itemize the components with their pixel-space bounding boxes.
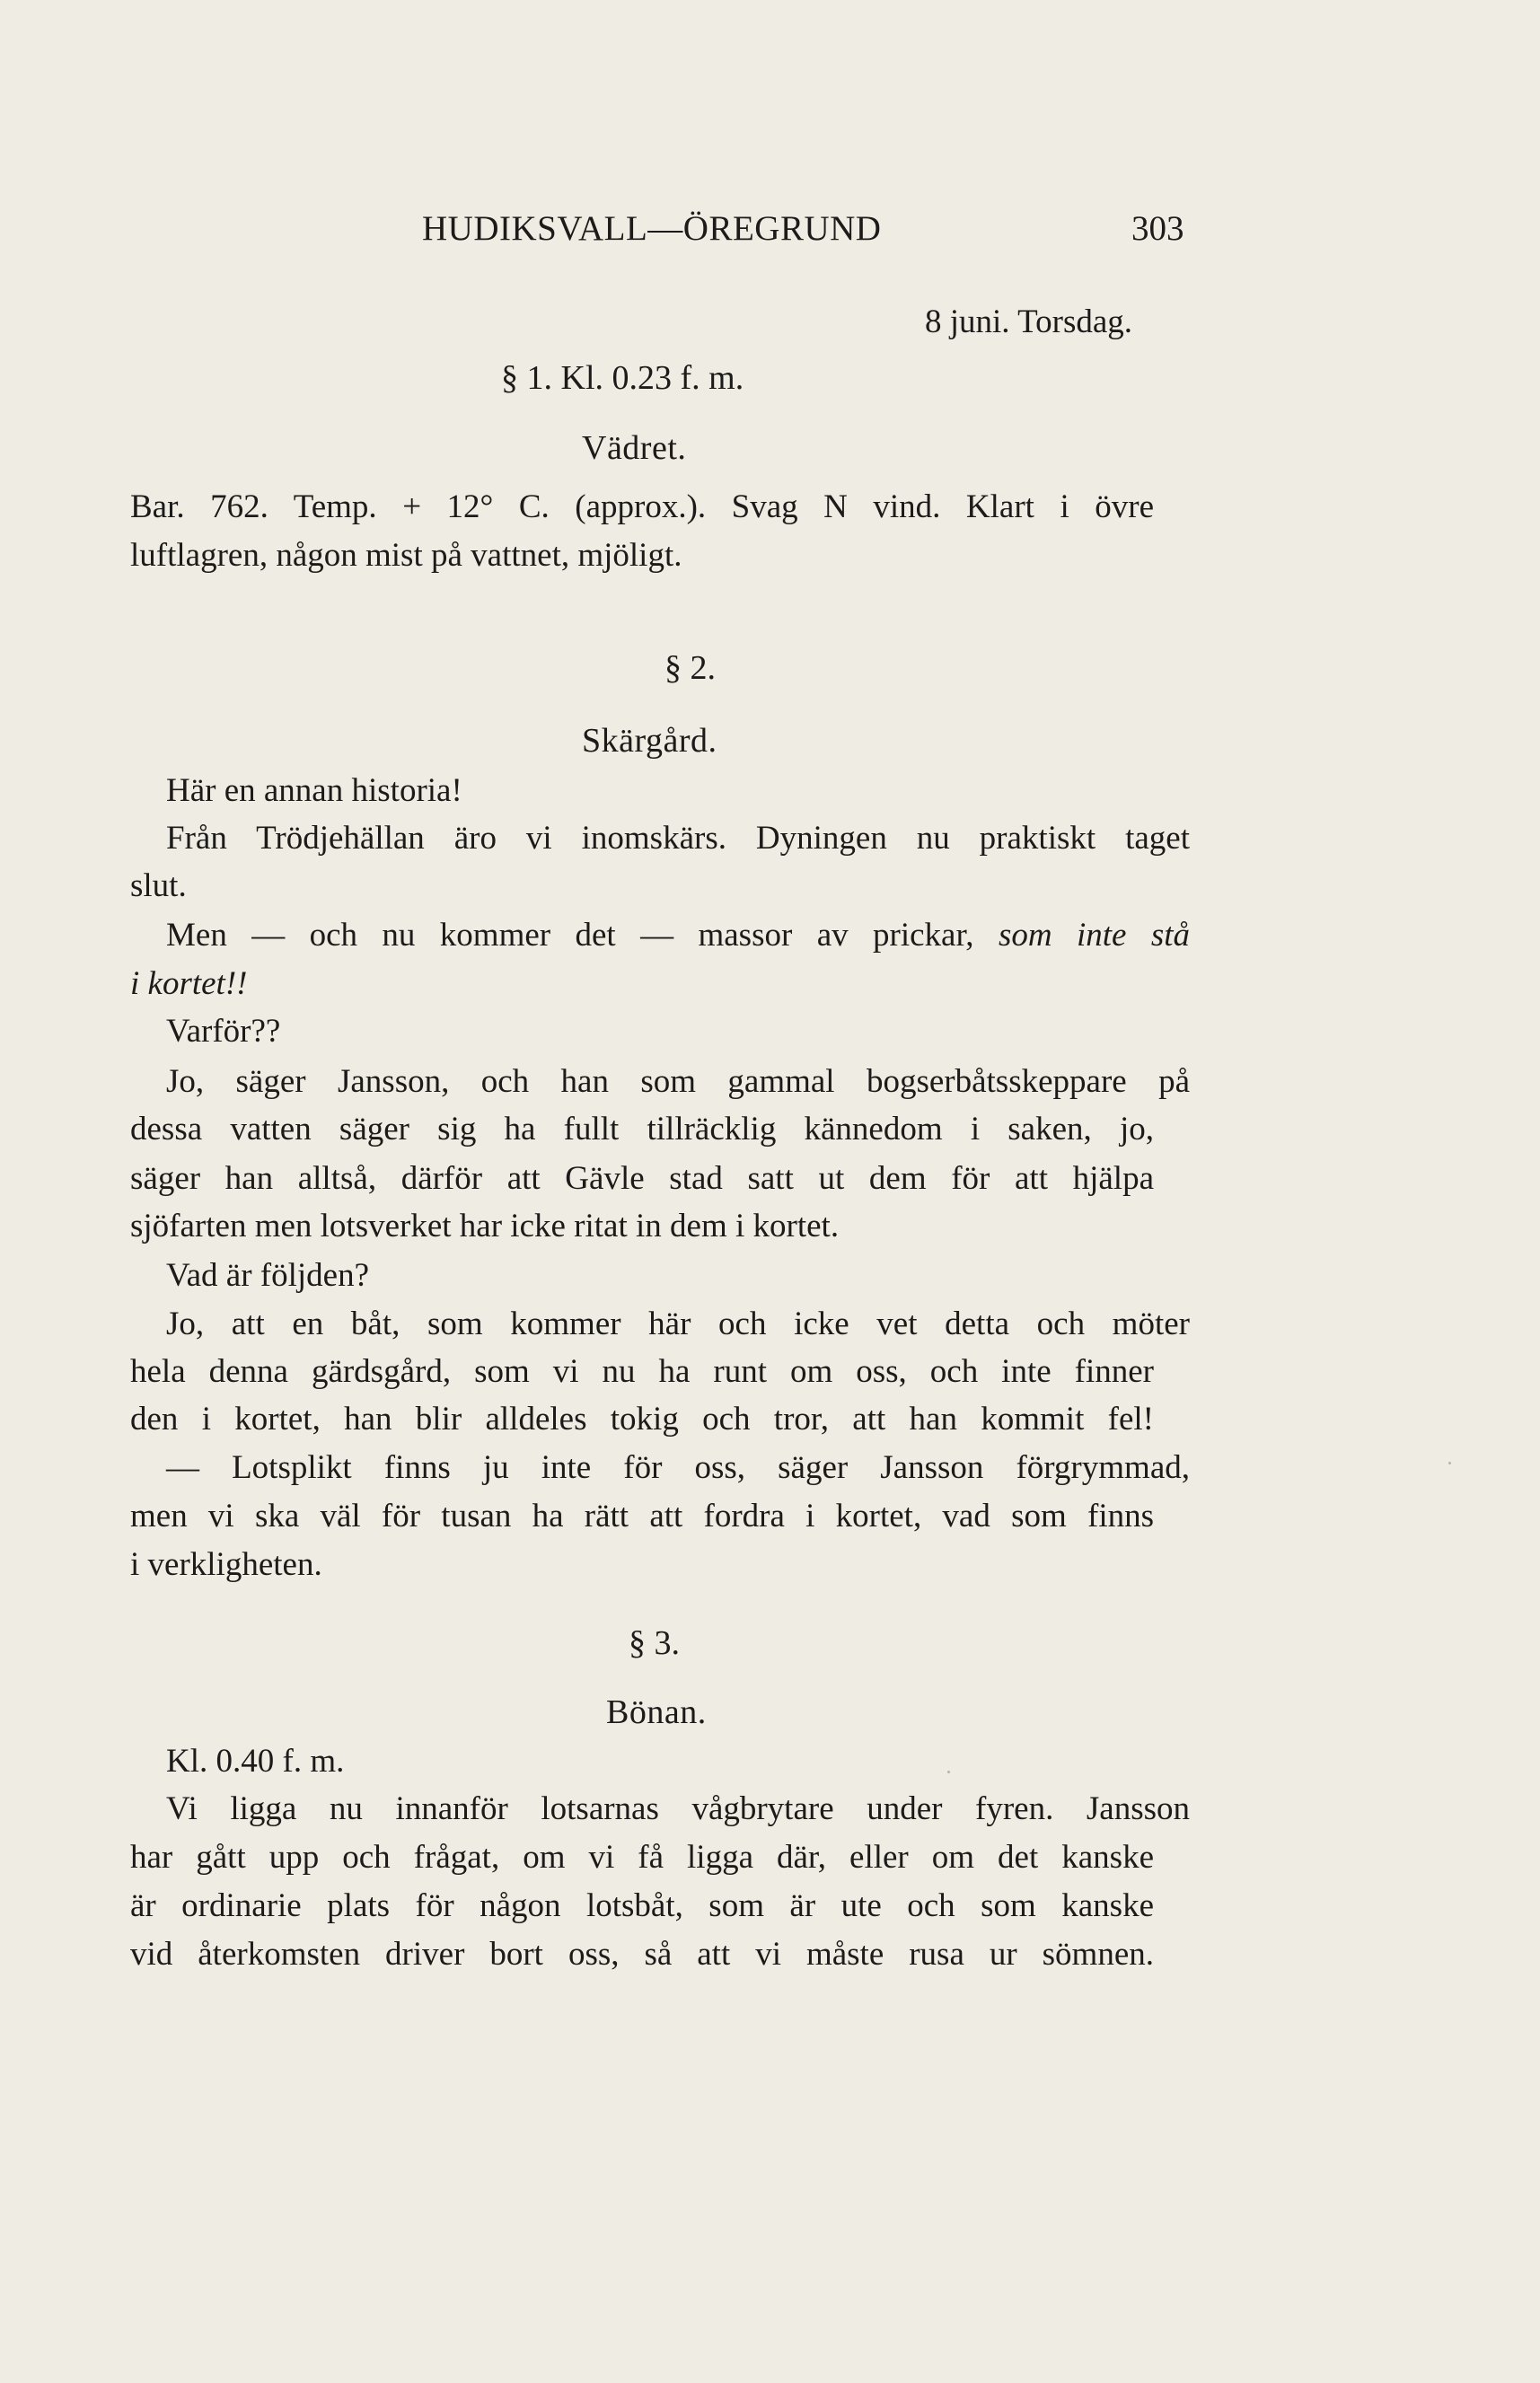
section-2-heading: Skärgård.: [582, 722, 717, 760]
paragraph-line: Varför??: [166, 1013, 281, 1050]
paragraph-line: Från Trödjehällan äro vi inomskärs. Dyningen nu praktiskt taget: [166, 820, 1190, 857]
section-2-number: § 2.: [664, 649, 716, 687]
paragraph-line: sjöfarten men lotsverket har icke ritat in dem i kortet.: [130, 1208, 840, 1244]
paragraph-line: i kortet!!: [130, 965, 248, 1002]
section-3-heading: Bönan.: [606, 1693, 707, 1731]
paragraph-line: Här en annan historia!: [166, 772, 462, 809]
italic-phrase: som inte stå: [998, 917, 1190, 954]
paragraph-line: slut.: [130, 867, 187, 904]
paragraph-line: i verkligheten.: [130, 1546, 322, 1583]
page-number: 303: [1131, 209, 1184, 248]
paragraph-line: hela denna gärdsgård, som vi nu ha runt om oss, och inte finner: [130, 1353, 1154, 1390]
paragraph-line: Vad är följden?: [166, 1257, 370, 1294]
section-1-heading: Vädret.: [582, 429, 687, 467]
paragraph-line: men vi ska väl för tusan ha rätt att fordra i kortet, vad som finns: [130, 1498, 1154, 1534]
section-1-number: § 1. Kl. 0.23 f. m.: [501, 359, 744, 397]
paragraph-line: säger han alltså, därför att Gävle stad satt ut dem för att hjälpa: [130, 1160, 1154, 1197]
weather-line-1: Bar. 762. Temp. + 12° C. (approx.). Svag N vind. Klart i övre: [130, 488, 1154, 525]
paragraph-line: — Lotsplikt finns ju inte för oss, säger Jansson förgrymmad,: [166, 1449, 1190, 1486]
date-line: 8 juni. Torsdag.: [925, 303, 1133, 340]
paragraph-line: Vi ligga nu innanför lotsarnas vågbrytare under fyren. Jansson: [166, 1790, 1190, 1827]
paragraph-line-with-italic: [166, 919, 1190, 952]
paragraph-line: Jo, att en båt, som kommer här och icke vet detta och möter: [166, 1306, 1190, 1342]
time-line: Kl. 0.40 f. m.: [166, 1743, 345, 1780]
paragraph-line: har gått upp och frågat, om vi få ligga där, eller om det kanske: [130, 1839, 1154, 1876]
paragraph-line: den i kortet, han blir alldeles tokig och tror, att han kommit fel!: [130, 1401, 1154, 1438]
weather-line-2: luftlagren, någon mist på vattnet, mjöligt.: [130, 537, 682, 574]
paragraph-line: dessa vatten säger sig ha fullt tillräcklig kännedom i saken, jo,: [130, 1111, 1154, 1148]
paragraph-line: vid återkomsten driver bort oss, så att vi måste rusa ur sömnen.: [130, 1936, 1154, 1973]
text-span: Men — och nu kommer det — massor av prickar,: [166, 917, 999, 954]
paper-speck: [1448, 1462, 1451, 1464]
paragraph-line: Jo, säger Jansson, och han som gammal bogserbåtsskeppare på: [166, 1063, 1190, 1100]
paper-speck: [947, 1771, 950, 1773]
section-3-number: § 3.: [629, 1624, 680, 1662]
paragraph-line: är ordinarie plats för någon lotsbåt, som är ute och som kanske: [130, 1887, 1154, 1924]
running-title: HUDIKSVALL—ÖREGRUND: [422, 209, 882, 248]
